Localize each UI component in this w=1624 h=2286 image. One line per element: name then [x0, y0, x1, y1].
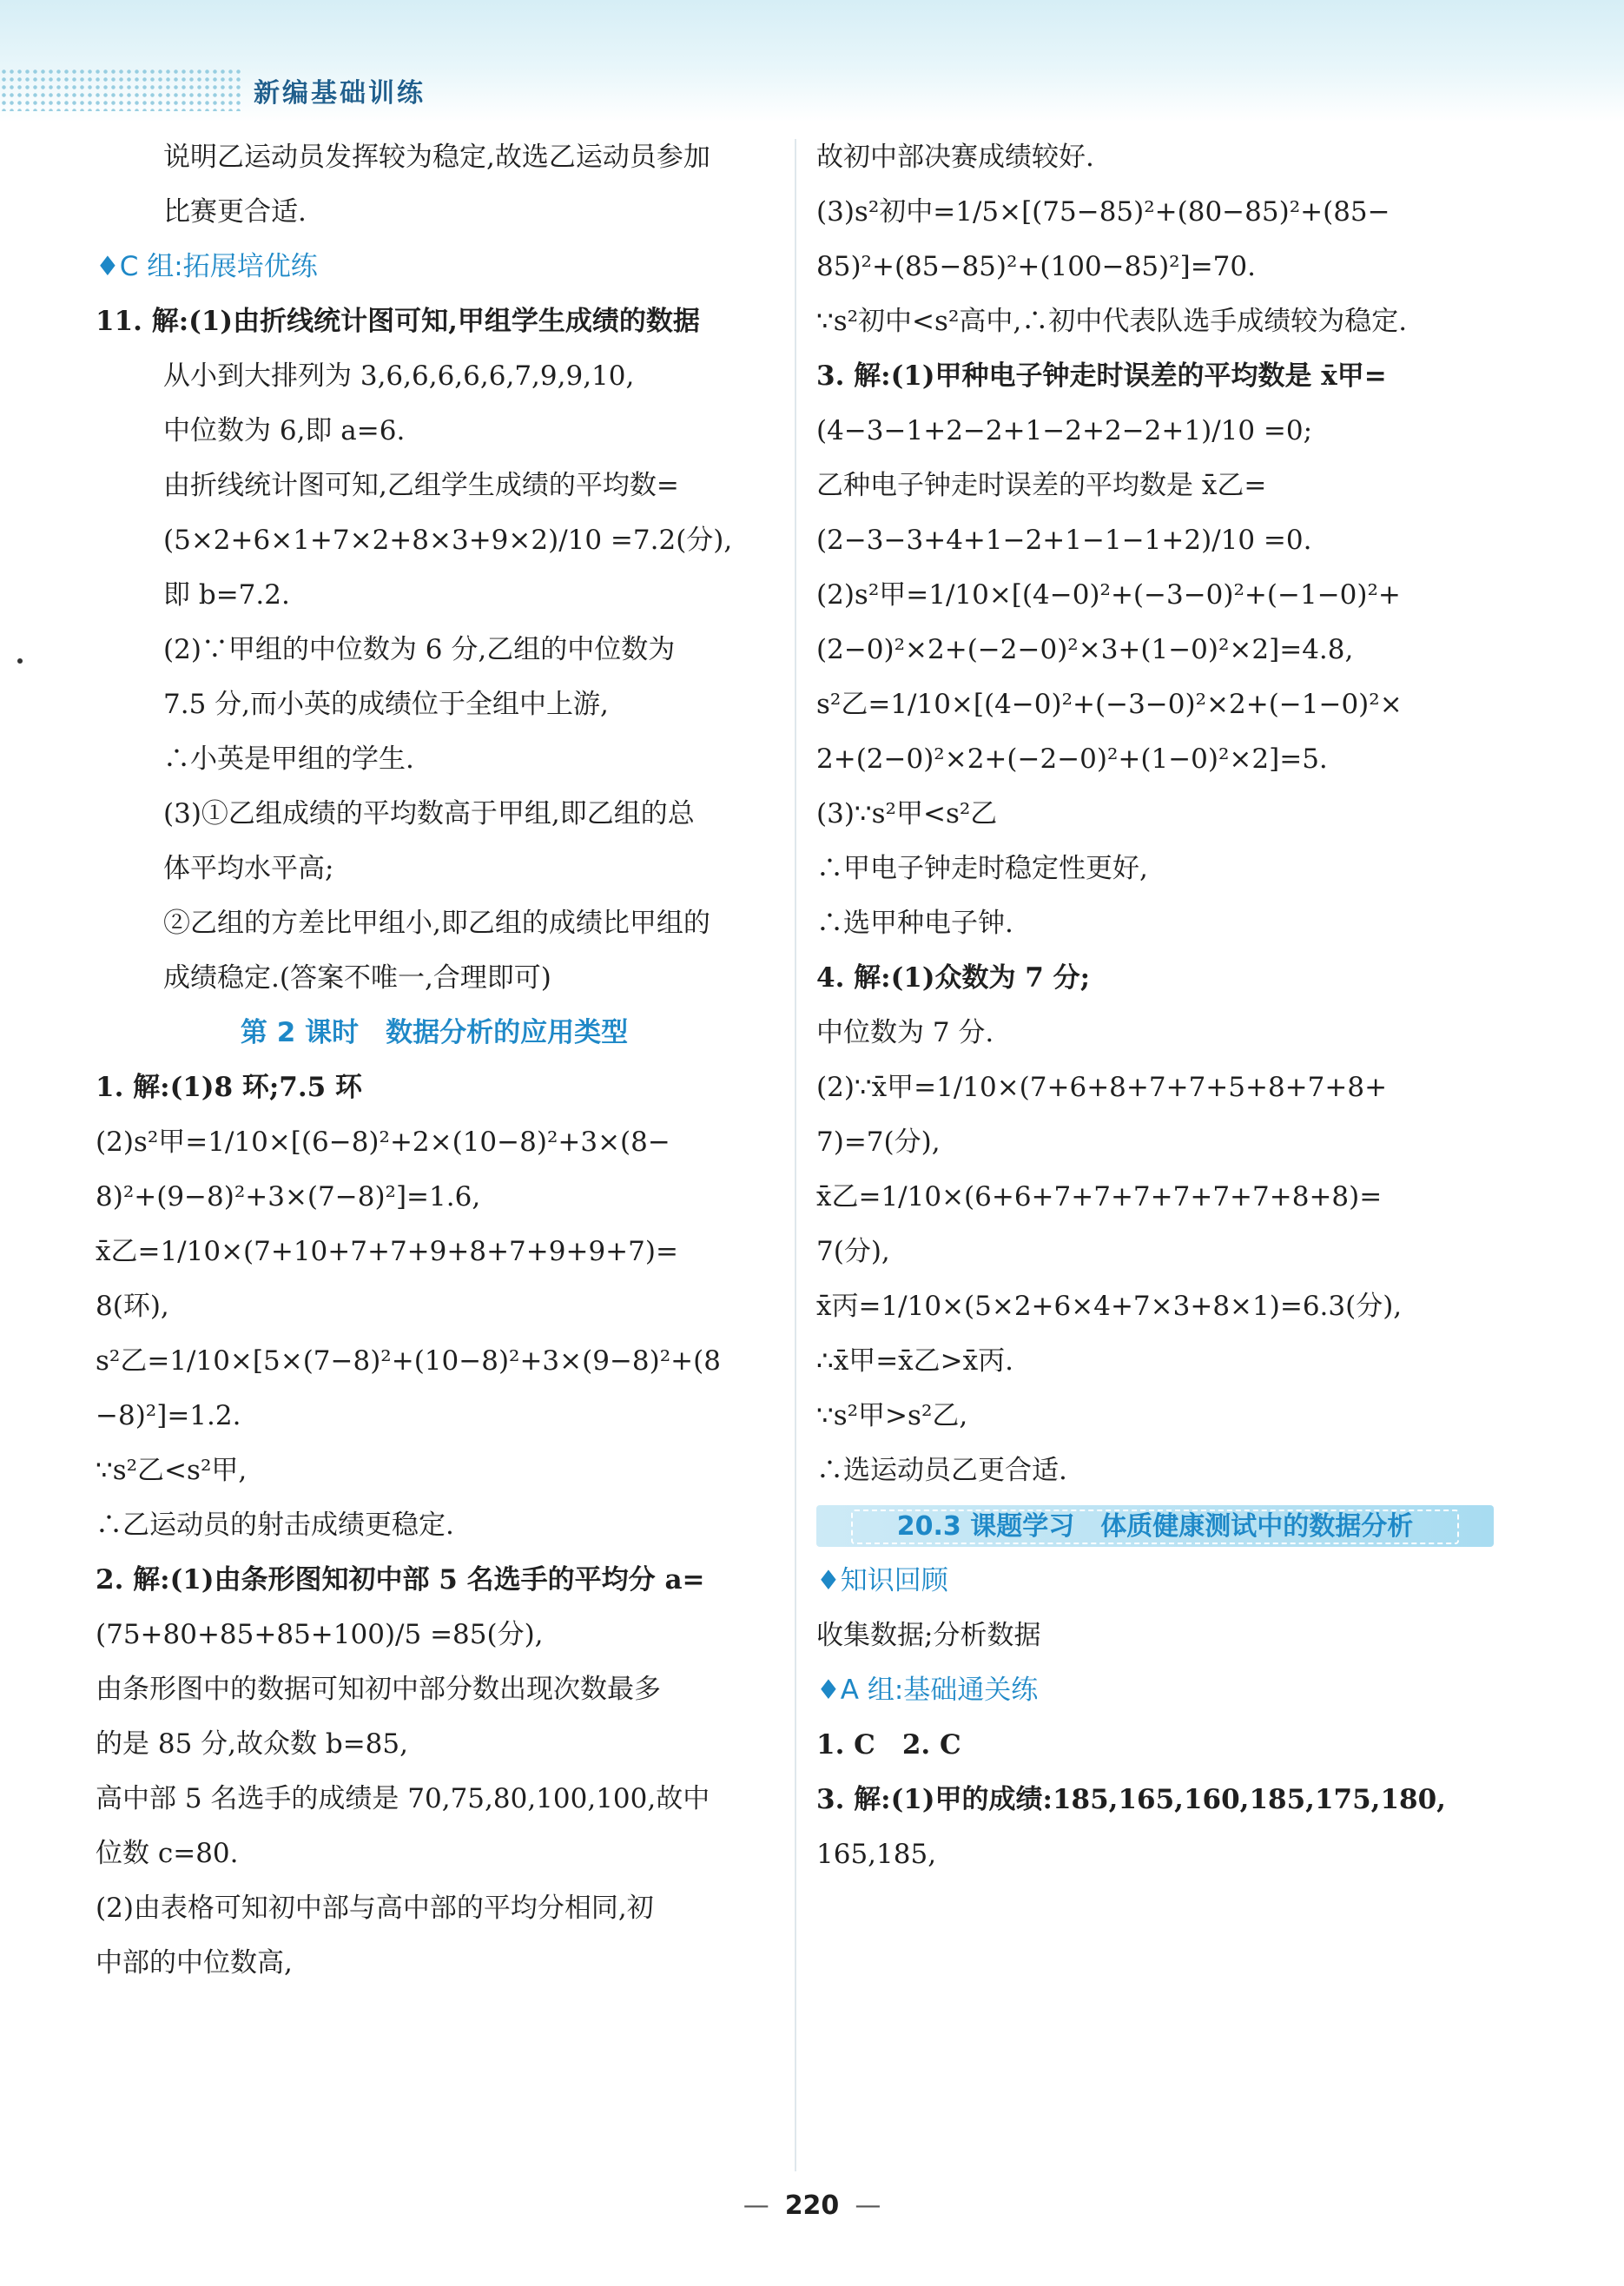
- text-line: ∴小英是甲组的学生.: [163, 743, 414, 775]
- text-line: 比赛更合适.: [163, 196, 307, 228]
- text-line: 8)²+(9−8)²+3×(7−8)²]=1.6,: [96, 1181, 481, 1212]
- text-line: 说明乙运动员发挥较为稳定,故选乙运动员参加: [163, 142, 710, 173]
- text-line: 7(分),: [816, 1236, 890, 1267]
- section-heading: ♦A 组:基础通关练: [816, 1675, 1039, 1706]
- text-line: (2)∵x̄甲=1/10×(7+6+8+7+7+5+8+7+8+: [816, 1072, 1388, 1103]
- section-heading: ♦C 组:拓展培优练: [96, 251, 318, 282]
- text-line: ∴乙运动员的射击成绩更稳定.: [96, 1510, 454, 1541]
- text-line: ∴选甲种电子钟.: [816, 908, 1013, 939]
- text-line: 成绩稳定.(答案不唯一,合理即可): [163, 962, 551, 994]
- text-line: ∵s²初中<s²高中,∴初中代表队选手成绩较为稳定.: [816, 306, 1408, 337]
- left-column: [96, 130, 773, 1991]
- text-line: 165,185,: [816, 1839, 937, 1870]
- header-band: [0, 0, 1624, 122]
- text-line: ②乙组的方差比甲组小,即乙组的成绩比甲组的: [163, 908, 710, 939]
- question-line: 3. 解:(1)甲种电子钟走时误差的平均数是 x̄甲=: [816, 360, 1387, 392]
- text-line: 中位数为 7 分.: [816, 1017, 994, 1048]
- section-banner: [816, 1505, 1494, 1547]
- text-line: (3)①乙组成绩的平均数高于甲组,即乙组的总: [163, 798, 695, 829]
- question-line: 3. 解:(1)甲的成绩:185,165,160,185,175,180,: [816, 1784, 1446, 1815]
- header-dot-pattern: [0, 68, 243, 111]
- right-column: [816, 130, 1494, 1882]
- text-line: ∵s²甲>s²乙,: [816, 1400, 968, 1431]
- text-line: 位数 c=80.: [96, 1838, 239, 1869]
- text-line: s²乙=1/10×[5×(7−8)²+(10−8)²+3×(9−8)²+(8: [96, 1345, 721, 1377]
- text-line: 收集数据;分析数据: [816, 1620, 1041, 1651]
- text-line: x̄丙=1/10×(5×2+6×4+7×3+8×1)=6.3(分),: [816, 1291, 1403, 1322]
- question-line: 11. 解:(1)由折线统计图可知,甲组学生成绩的数据: [96, 306, 700, 337]
- text-line: 从小到大排列为 3,6,6,6,6,6,7,9,9,10,: [163, 360, 635, 392]
- text-line: (2)由表格可知初中部与高中部的平均分相同,初: [96, 1893, 654, 1924]
- text-line: 中部的中位数高,: [96, 1947, 293, 1979]
- question-line: 1. C 2. C: [816, 1729, 961, 1761]
- text-line: 由折线统计图可知,乙组学生成绩的平均数=: [163, 470, 679, 501]
- page-number: — 220 —: [743, 2190, 881, 2221]
- page-number-value: 220: [784, 2190, 840, 2221]
- column-divider: [795, 139, 796, 2171]
- text-line: (3)∵s²甲<s²乙: [816, 798, 998, 829]
- text-line: s²乙=1/10×[(4−0)²+(−3−0)²×2+(−1−0)²×: [816, 689, 1403, 720]
- text-line: 由条形图中的数据可知初中部分数出现次数最多: [96, 1674, 661, 1705]
- text-line: 2+(2−0)²×2+(−2−0)²+(1−0)²×2]=5.: [816, 743, 1328, 775]
- text-line: (75+80+85+85+100)/5 =85(分),: [96, 1619, 544, 1650]
- margin-mark: [17, 658, 23, 664]
- text-line: 体平均水平高;: [163, 853, 334, 884]
- question-line: 4. 解:(1)众数为 7 分;: [816, 962, 1091, 994]
- text-line: (2)∵甲组的中位数为 6 分,乙组的中位数为: [163, 634, 676, 665]
- book-series-title: 新编基础训练: [254, 78, 426, 109]
- text-line: 乙种电子钟走时误差的平均数是 x̄乙=: [816, 470, 1267, 501]
- text-line: (4−3−1+2−2+1−2+2−2+1)/10 =0;: [816, 415, 1313, 446]
- text-line: −8)²]=1.2.: [96, 1400, 241, 1431]
- text-line: 的是 85 分,故众数 b=85,: [96, 1728, 408, 1760]
- text-line: ∴x̄甲=x̄乙>x̄丙.: [816, 1345, 1013, 1377]
- text-line: x̄乙=1/10×(6+6+7+7+7+7+7+7+8+8)=: [816, 1181, 1383, 1212]
- text-line: 7.5 分,而小英的成绩位于全组中上游,: [163, 689, 609, 720]
- section-banner-title: 20.3 课题学习 体质健康测试中的数据分析: [851, 1510, 1459, 1544]
- text-line: (2)s²甲=1/10×[(6−8)²+2×(10−8)²+3×(8−: [96, 1126, 670, 1158]
- question-line: 1. 解:(1)8 环;7.5 环: [96, 1072, 363, 1103]
- text-line: 高中部 5 名选手的成绩是 70,75,80,100,100,故中: [96, 1783, 710, 1814]
- text-line: 7)=7(分),: [816, 1126, 941, 1158]
- text-line: (2−0)²×2+(−2−0)²×3+(1−0)²×2]=4.8,: [816, 634, 1354, 665]
- question-line: 2. 解:(1)由条形图知初中部 5 名选手的平均分 a=: [96, 1564, 705, 1596]
- text-line: 8(环),: [96, 1291, 169, 1322]
- text-line: (2−3−3+4+1−2+1−1−1+2)/10 =0.: [816, 525, 1312, 556]
- text-line: 即 b=7.2.: [163, 579, 290, 611]
- text-line: 中位数为 6,即 a=6.: [163, 415, 406, 446]
- text-line: 85)²+(85−85)²+(100−85)²]=70.: [816, 251, 1256, 282]
- text-line: ∴甲电子钟走时稳定性更好,: [816, 853, 1148, 884]
- lesson-heading: 第 2 课时 数据分析的应用类型: [240, 1017, 629, 1048]
- section-heading: ♦知识回顾: [816, 1565, 948, 1596]
- text-line: (2)s²甲=1/10×[(4−0)²+(−3−0)²+(−1−0)²+: [816, 579, 1401, 611]
- text-line: x̄乙=1/10×(7+10+7+7+9+8+7+9+9+7)=: [96, 1236, 678, 1267]
- text-line: (3)s²初中=1/5×[(75−85)²+(80−85)²+(85−: [816, 196, 1390, 228]
- text-line: 故初中部决赛成绩较好.: [816, 142, 1094, 173]
- text-line: ∴选运动员乙更合适.: [816, 1455, 1067, 1486]
- text-line: (5×2+6×1+7×2+8×3+9×2)/10 =7.2(分),: [163, 525, 733, 556]
- text-line: ∵s²乙<s²甲,: [96, 1455, 248, 1486]
